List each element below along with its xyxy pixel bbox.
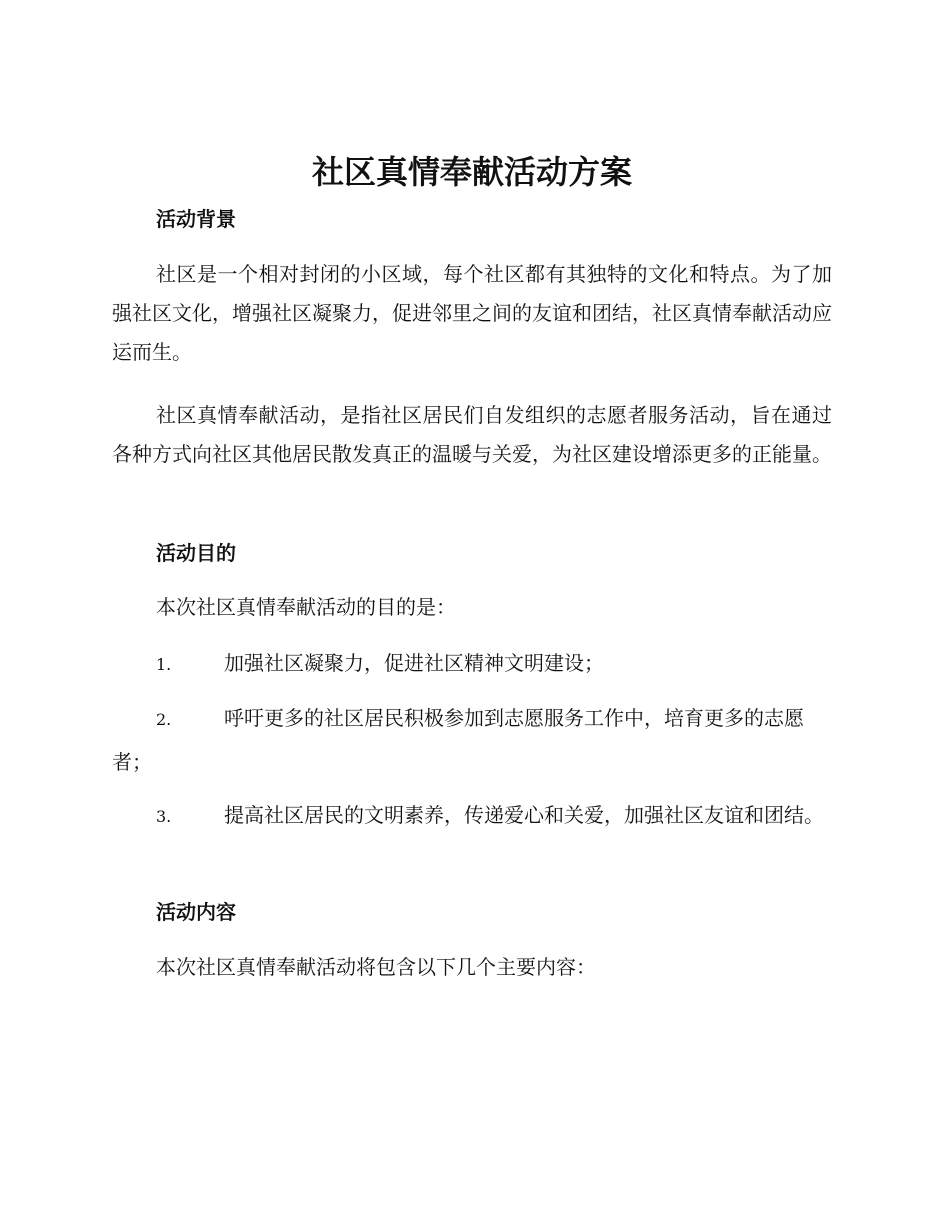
list-item-text: 呼吁更多的社区居民积极参加到志愿服务工作中，培育更多的志愿者； [112,706,804,774]
section-heading-background: 活动背景 [156,207,236,231]
section-heading-purpose: 活动目的 [156,541,236,565]
purpose-list-item-2 [112,697,832,783]
background-paragraph-1: 社区是一个相对封闭的小区域，每个社区都有其独特的文化和特点。为了加强社区文化，增强社区凝聚力，促进邻里之间的友谊和团结，社区真情奉献活动应运而生。 [112,262,832,364]
section-heading-content: 活动内容 [156,900,236,924]
purpose-list-item-3 [112,794,832,838]
list-item-number: 3. [156,807,172,826]
list-item-number: 1. [156,655,172,674]
purpose-intro: 本次社区真情奉献活动的目的是： [156,595,456,619]
list-item-number: 2. [156,710,172,729]
list-item-text: 提高社区居民的文明素养，传递爱心和关爱，加强社区友谊和团结。 [224,803,824,827]
document-title: 社区真情奉献活动方案 [311,153,632,191]
content-intro: 本次社区真情奉献活动将包含以下几个主要内容： [156,955,596,979]
background-paragraph-2: 社区真情奉献活动，是指社区居民们自发组织的志愿者服务活动，旨在通过各种方式向社区其他居民散发真正的温暖与关爱，为社区建设增添更多的正能量。 [112,403,832,466]
list-item-text: 加强社区凝聚力，促进社区精神文明建设； [224,651,604,675]
purpose-list-item-1 [112,642,832,686]
